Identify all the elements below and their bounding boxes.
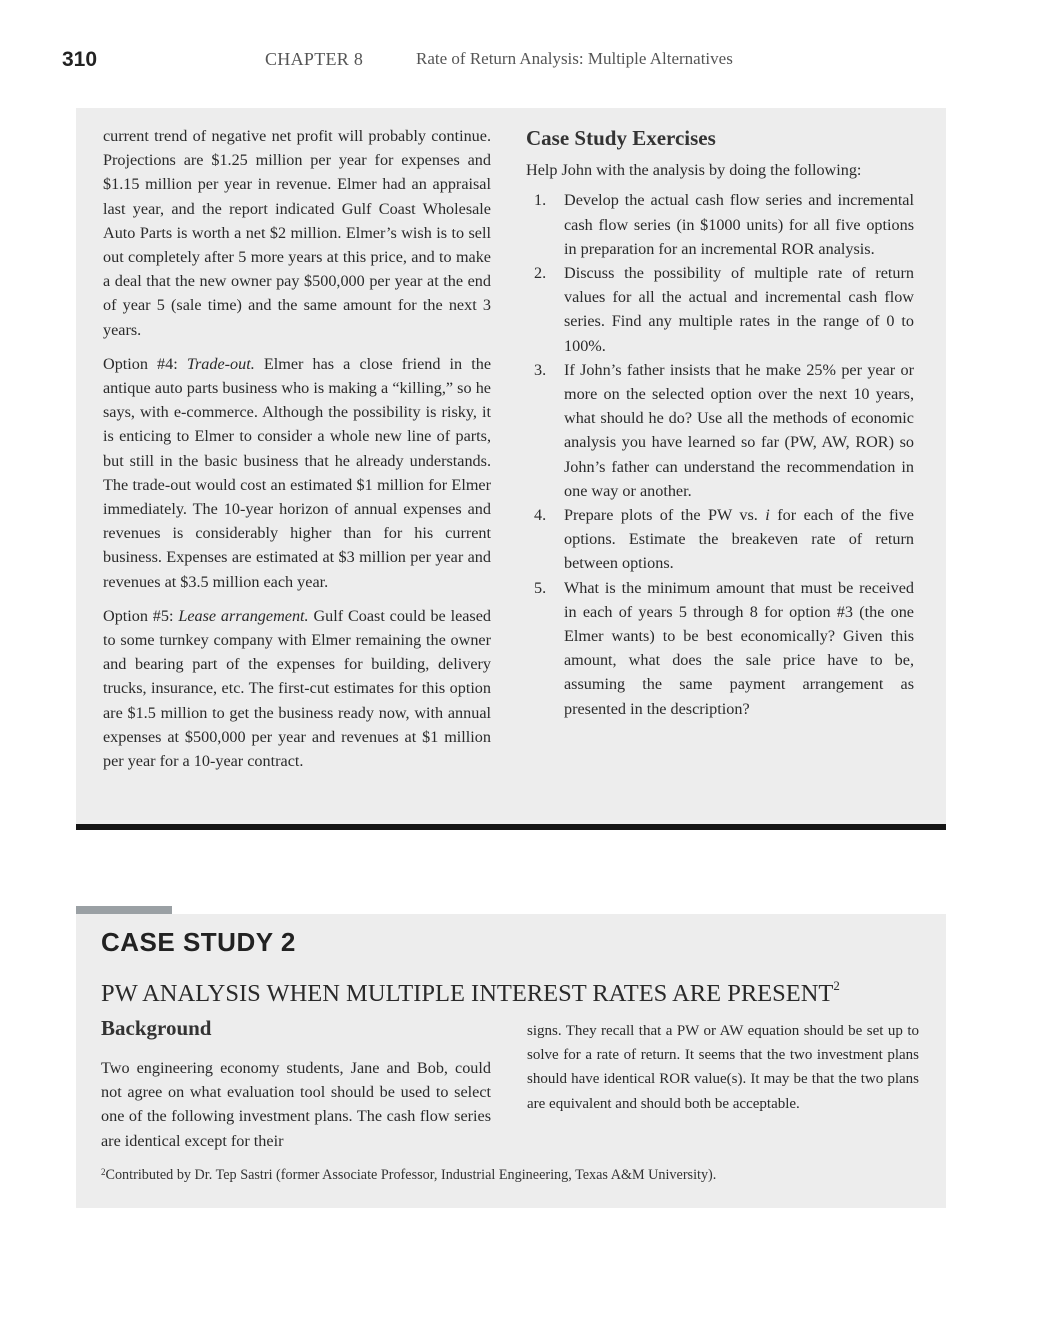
page-number: 310 bbox=[62, 48, 98, 71]
section-divider bbox=[76, 824, 946, 830]
footnote-reference: 2 bbox=[833, 978, 840, 993]
left-column bbox=[103, 124, 491, 783]
list-item: 3. If John’s father insists that he make 25% per year or more on the selected option over the next 10 years, what should he do? Use all the methods of economic analysis you have learned so far (PW, AW, ROR) so John’s father can understand the recommendation in one way or another. bbox=[534, 360, 914, 500]
case-study-2-title: CASE STUDY 2 bbox=[101, 927, 296, 957]
list-item: 5. What is the minimum amount that must be received in each of years 5 through 8 for option #3 (the one Elmer wants) to be best economically? Given this amount, what does the sale price have to be, assuming the same payment arrangement as presented in the description? bbox=[534, 578, 914, 718]
right-column bbox=[526, 124, 914, 721]
chapter-label: CHAPTER 8 bbox=[265, 49, 364, 69]
list-item: 1. Develop the actual cash flow series and incremental cash flow series (in $1000 units) for all five options in preparation for an incremental ROR analysis. bbox=[534, 191, 914, 258]
exercises-intro: Help John with the analysis by doing the following: bbox=[526, 161, 862, 180]
paragraph-option-5: Option #5: Lease arrangement. Gulf Coast could be leased to some turnkey company with Elmer remaining the owner and bearing part of the expenses for building, delivery trucks, insurance, etc. The first-cut estimates for this option are $1.5 million to get the business ready now, with annual expenses at $500,000 per year and revenues at $1 million per year for a 10-year contract. bbox=[103, 606, 492, 771]
case-study-2-subtitle: PW ANALYSIS WHEN MULTIPLE INTEREST RATES ARE PRESENT$^2$ bbox=[101, 978, 840, 1007]
background-text-left: Two engineering economy students, Jane and Bob, could not agree on what evaluation tool should be used to select one of the following investment plans. The cash flow series are identical except for their bbox=[101, 1059, 491, 1150]
exercise-list bbox=[526, 188, 914, 720]
page-header bbox=[62, 48, 962, 74]
background-heading: Background bbox=[101, 1016, 212, 1040]
footnote: $^2$Contributed by Dr. Tep Sastri (former Associate Professor, Industrial Engineering, Texas A&M University). bbox=[101, 1167, 717, 1183]
background-text-right: signs. They recall that a PW or AW equation should be set up to solve for a rate of return. It seems that the two investment plans should have identical ROR value(s). It may be that the two plans are equivalent and should both be acceptable. bbox=[527, 1023, 919, 1112]
paragraph-option-4: Option #4: Trade-out. Elmer has a close friend in the antique auto parts business who is making a “killing,” so he says, with e-commerce. Although the possibility is risky, it is enticing to Elmer to consider a whole new line of parts, but still in the basic business that he already understands. The trade-out would cost an estimated $1 million for Elmer immediately. The 10-year horizon of annual expenses and revenues is considerably higher than for his current business. Expenses are estimated at $3 million per year and revenues at $3.5 million each year. bbox=[103, 354, 491, 591]
running-title: Rate of Return Analysis: Multiple Alternatives bbox=[416, 49, 733, 68]
paragraph-option-3: current trend of negative net profit will probably continue. Projections are $1.25 million per year for expenses and $1.15 million per year in revenue. Elmer had an appraisal last year, and the report indicated Gulf Coast Wholesale Auto Parts is worth a net $2 million. Elmer’s wish is to sell out completely after 5 more years at this price, and to make a deal that the new owner pay $500,000 per year at the end of year 5 (sale time) and the same amount for the next 3 years. bbox=[103, 127, 491, 339]
list-item: 4. Prepare plots of the PW vs. i for each of the five options. Estimate the breakeven rate of return between options. bbox=[534, 506, 914, 573]
list-item: 2. Discuss the possibility of multiple rate of return values for all the actual and incremental cash flow series. Find any multiple rates in the range of 0 to 100%. bbox=[534, 264, 914, 355]
exercises-heading: Case Study Exercises bbox=[526, 126, 716, 150]
